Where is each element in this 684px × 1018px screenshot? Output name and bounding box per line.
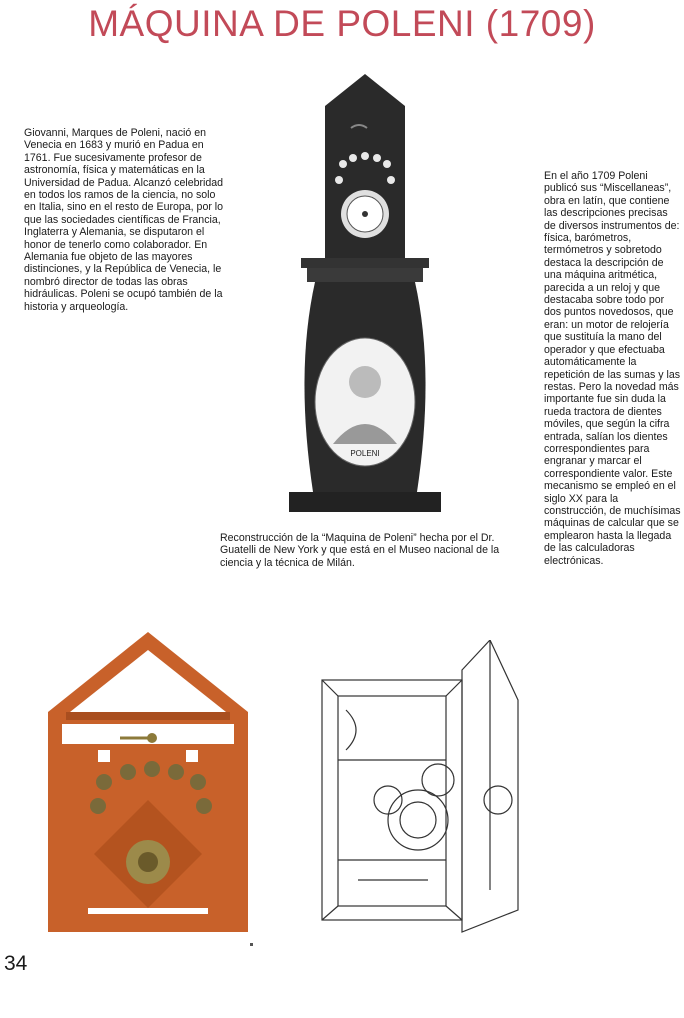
page-title: MÁQUINA DE POLENI (1709)	[88, 3, 596, 44]
description-paragraph: En el año 1709 Poleni publicó sus “Miscellaneas”, obra en latín, que contiene las descripciones precisas de diversos instrumentos de: física, barómetros, termómetros y sobretodo destaca la descripción de una máquina aritmética, parecida a un reloj y que destacaba sobre todo por dos puntos novedosos, que eran: un motor de relojería que sustituía la mano del operador y que efectuaba automáticamente la repetición de las sumas y las restas. Pero la novedad más importante fue sin duda la rueda tractora de dientes móviles, que según la cifra entrada, salían los dientes correspondientes para engranar y marcar el correspondiente valor. Este mecanismo se empleó en el siglo XX para la construcción, de muchísimas máquinas de calcular que se emplearon hasta la llegada de las calculadoras electrónicas.	[544, 170, 681, 567]
image-caption: Reconstrucción de la “Maquina de Poleni” hecha por el Dr. Guatelli de New York y que está en el Museo nacional de la ciencia y la técnica de Milán.	[220, 532, 500, 569]
poleni-clock-machine-image	[285, 72, 445, 514]
wooden-reconstruction-image	[48, 632, 248, 934]
portrait-label: POLENI	[350, 449, 380, 458]
biography-paragraph: Giovanni, Marques de Poleni, nació en Venecia en 1683 y murió en Padua en 1761. Fue sucesivamente profesor de astronomía, física y matemáticas en la Universidad de Padua. Alcanzó celebridad en todos los ramos de la ciencia, no solo en Italia, sino en el resto de Europa, por lo que las sociedades científicas de Francia, Inglaterra y Alemania, se disputaron el honor de tenerlo como colaborador. En Alemania fue objeto de las mayores distinciones, y la República de Venecia, le nombró director de todas las obras hidráulicas. Poleni se ocupó también de la historia y arqueología.	[24, 127, 224, 313]
page-number: 34	[4, 952, 28, 975]
technical-sketch-image	[318, 640, 522, 938]
decorative-dot	[250, 943, 253, 946]
